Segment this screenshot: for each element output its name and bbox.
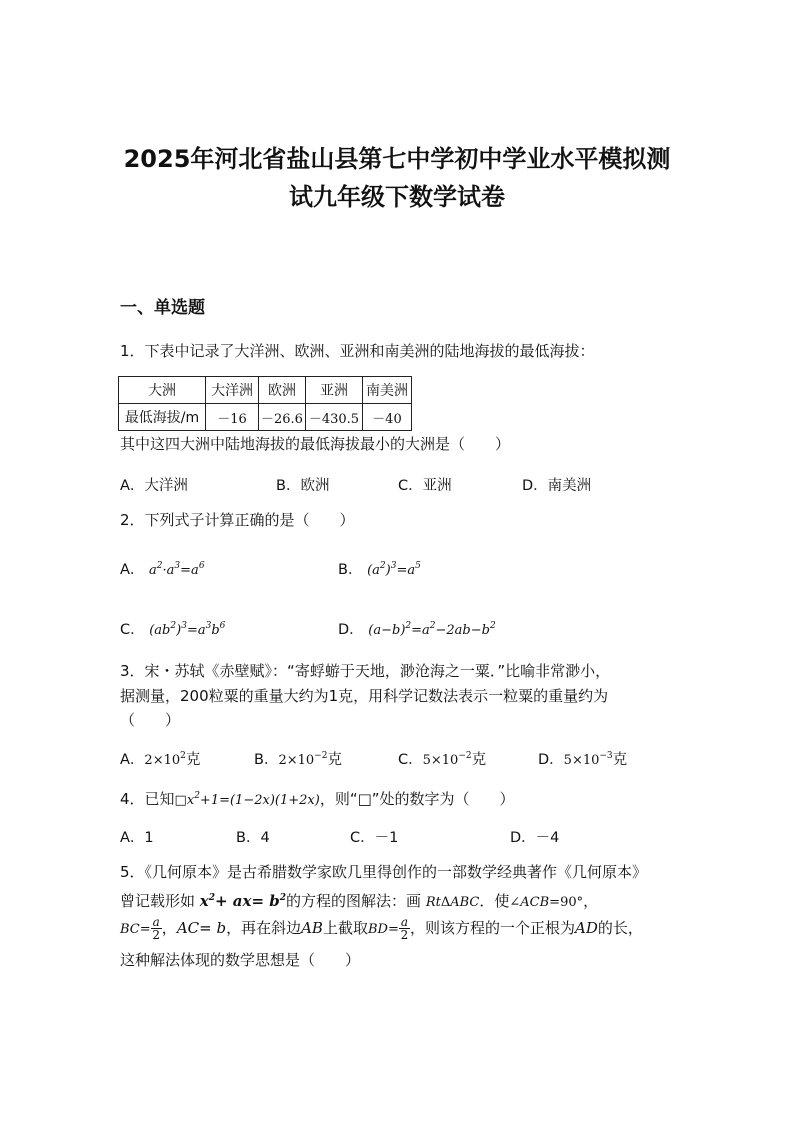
q5-line-1: 5．《几何原本》是古希腊数学家欧几里得创作的一部数学经典著作《几何原本》 [120,863,648,881]
table-cell: 南美洲 [362,377,411,404]
q5-line-4: 这种解法体现的数学思想是（ ） [120,951,361,969]
formula: BC= [120,922,151,937]
unit-label: 克 [327,752,342,768]
title-line-1: 2025年河北省盐山县第七中学初中学业水平模拟测 [123,145,671,173]
title-line-2: 试九年级下数学试卷 [289,183,505,211]
text: ，再在斜边 [226,919,302,937]
option-label: B． [254,752,279,768]
formula: $a^2\cdot a^3=a^6$ [149,561,205,578]
table-cell: －16 [206,404,259,431]
q3-option-b[interactable] [254,748,342,769]
q3-option-d[interactable] [538,748,627,769]
option-label: B． [338,562,363,578]
q3-option-c[interactable] [398,748,486,769]
page-title [60,140,734,216]
formula: $5\times 10^{-2}$ [422,751,472,768]
table-row [119,404,412,431]
q1-option-d[interactable]: D．南美洲 [522,478,592,494]
unit-label: 克 [471,752,487,768]
table-cell: －430.5 [305,404,362,431]
q4-suffix: ，则“□”处的数字为（ ） [319,790,515,808]
q3-option-a[interactable] [120,748,200,769]
formula: $5\times 10^{-3}$ [563,751,613,768]
q2-option-a[interactable] [120,558,205,579]
table-row [119,377,412,404]
q2-option-d[interactable] [338,618,496,639]
formula: $□x^2+1=(1-2x)(1+2x)$ [174,791,320,808]
table-cell: 大洋洲 [206,377,259,404]
formula: $2\times 10^{-2}$ [278,751,328,768]
table-cell: 最低海拔/m [119,404,206,431]
formula: $2\times 10^2$ [144,751,186,768]
formula: AB [301,919,323,937]
fraction: $\frac{a}{2}$ [152,915,161,942]
q2-stem: 2．下列式子计算正确的是（ ） [120,511,355,529]
q2-option-c[interactable] [120,618,225,639]
option-label: A． [120,562,145,578]
formula: $(a-b)^2=a^2-2ab-b^2$ [368,621,496,638]
formula: AC [176,919,200,937]
formula: RtΔABC [425,895,480,910]
unit-label: 克 [612,752,628,768]
q1-stem: 1．下表中记录了大洋洲、欧洲、亚洲和南美洲的陆地海拔的最低海拔： [120,342,595,360]
q5-line-2: 曾记载形如 $x^2+ ax= b^2$的方程的图解法：画 RtΔABC．使∠ACB=90°， [120,892,599,910]
formula: $x^2+ ax= b^2$ [199,892,287,910]
formula: b [216,919,227,937]
table-cell: －26.6 [259,404,306,431]
q1-option-b[interactable]: B．欧洲 [276,478,330,494]
unit-label: 克 [185,752,201,768]
text: 的长， [597,919,643,937]
formula: BD= [367,922,399,937]
text: 上截取 [322,919,368,937]
text: 的方程的图解法：画 [286,892,422,910]
altitude-table [118,376,412,431]
text: ．使 [479,892,510,910]
q3-line-2: 据测量，200粒粟的重量大约为1克，用科学记数法表示一粒粟的重量约为 [120,687,609,705]
text: 曾记载形如 [120,892,196,910]
table-cell: 大洲 [119,377,206,404]
option-label: C． [398,752,423,768]
formula: $(a^2)^3=a^5$ [367,561,421,578]
q4-prefix: 4．已知 [120,790,175,808]
table-cell: －40 [362,404,411,431]
option-label: D． [338,622,364,638]
q1-option-c[interactable]: C．亚洲 [398,478,452,494]
q1-option-a[interactable]: A．大洋洲 [120,478,188,494]
formula: $(ab^2)^3=a^3b^6$ [149,621,226,638]
q1-question: 其中这四大洲中陆地海拔的最低海拔最小的大洲是（ ） [120,435,511,453]
q4-option-b[interactable]: B．4 [236,830,270,846]
option-label: A． [120,752,145,768]
q5-line-3: BC= $\frac{a}{2}$ ，AC= b，再在斜边AB上截取BD= $\frac{a}{2}$ ，则该方程的一个正根为AD的长， [120,915,643,942]
section-heading: 一、单选题 [120,298,205,318]
q4-option-d[interactable]: D．－4 [510,830,560,846]
fraction: $\frac{a}{2}$ [400,915,409,942]
q4-stem [120,786,515,811]
text: ， [161,919,177,937]
option-label: C． [120,622,145,638]
table-cell: 亚洲 [305,377,362,404]
text: ，则该方程的一个正根为 [410,919,576,937]
formula: AD [575,919,598,937]
q3-line-1: 3．宋・苏轼《赤壁赋》：“寄蜉蝣于天地，渺沧海之一粟．”比喻非常渺小， [120,662,611,680]
q4-option-a[interactable]: A．1 [120,830,154,846]
formula: ∠ACB=90° [509,895,584,910]
q3-line-3: （ ） [120,711,181,729]
option-label: D． [538,752,564,768]
q2-option-b[interactable] [338,558,421,579]
q4-option-c[interactable]: C．－1 [350,830,399,846]
table-cell: 欧洲 [259,377,306,404]
